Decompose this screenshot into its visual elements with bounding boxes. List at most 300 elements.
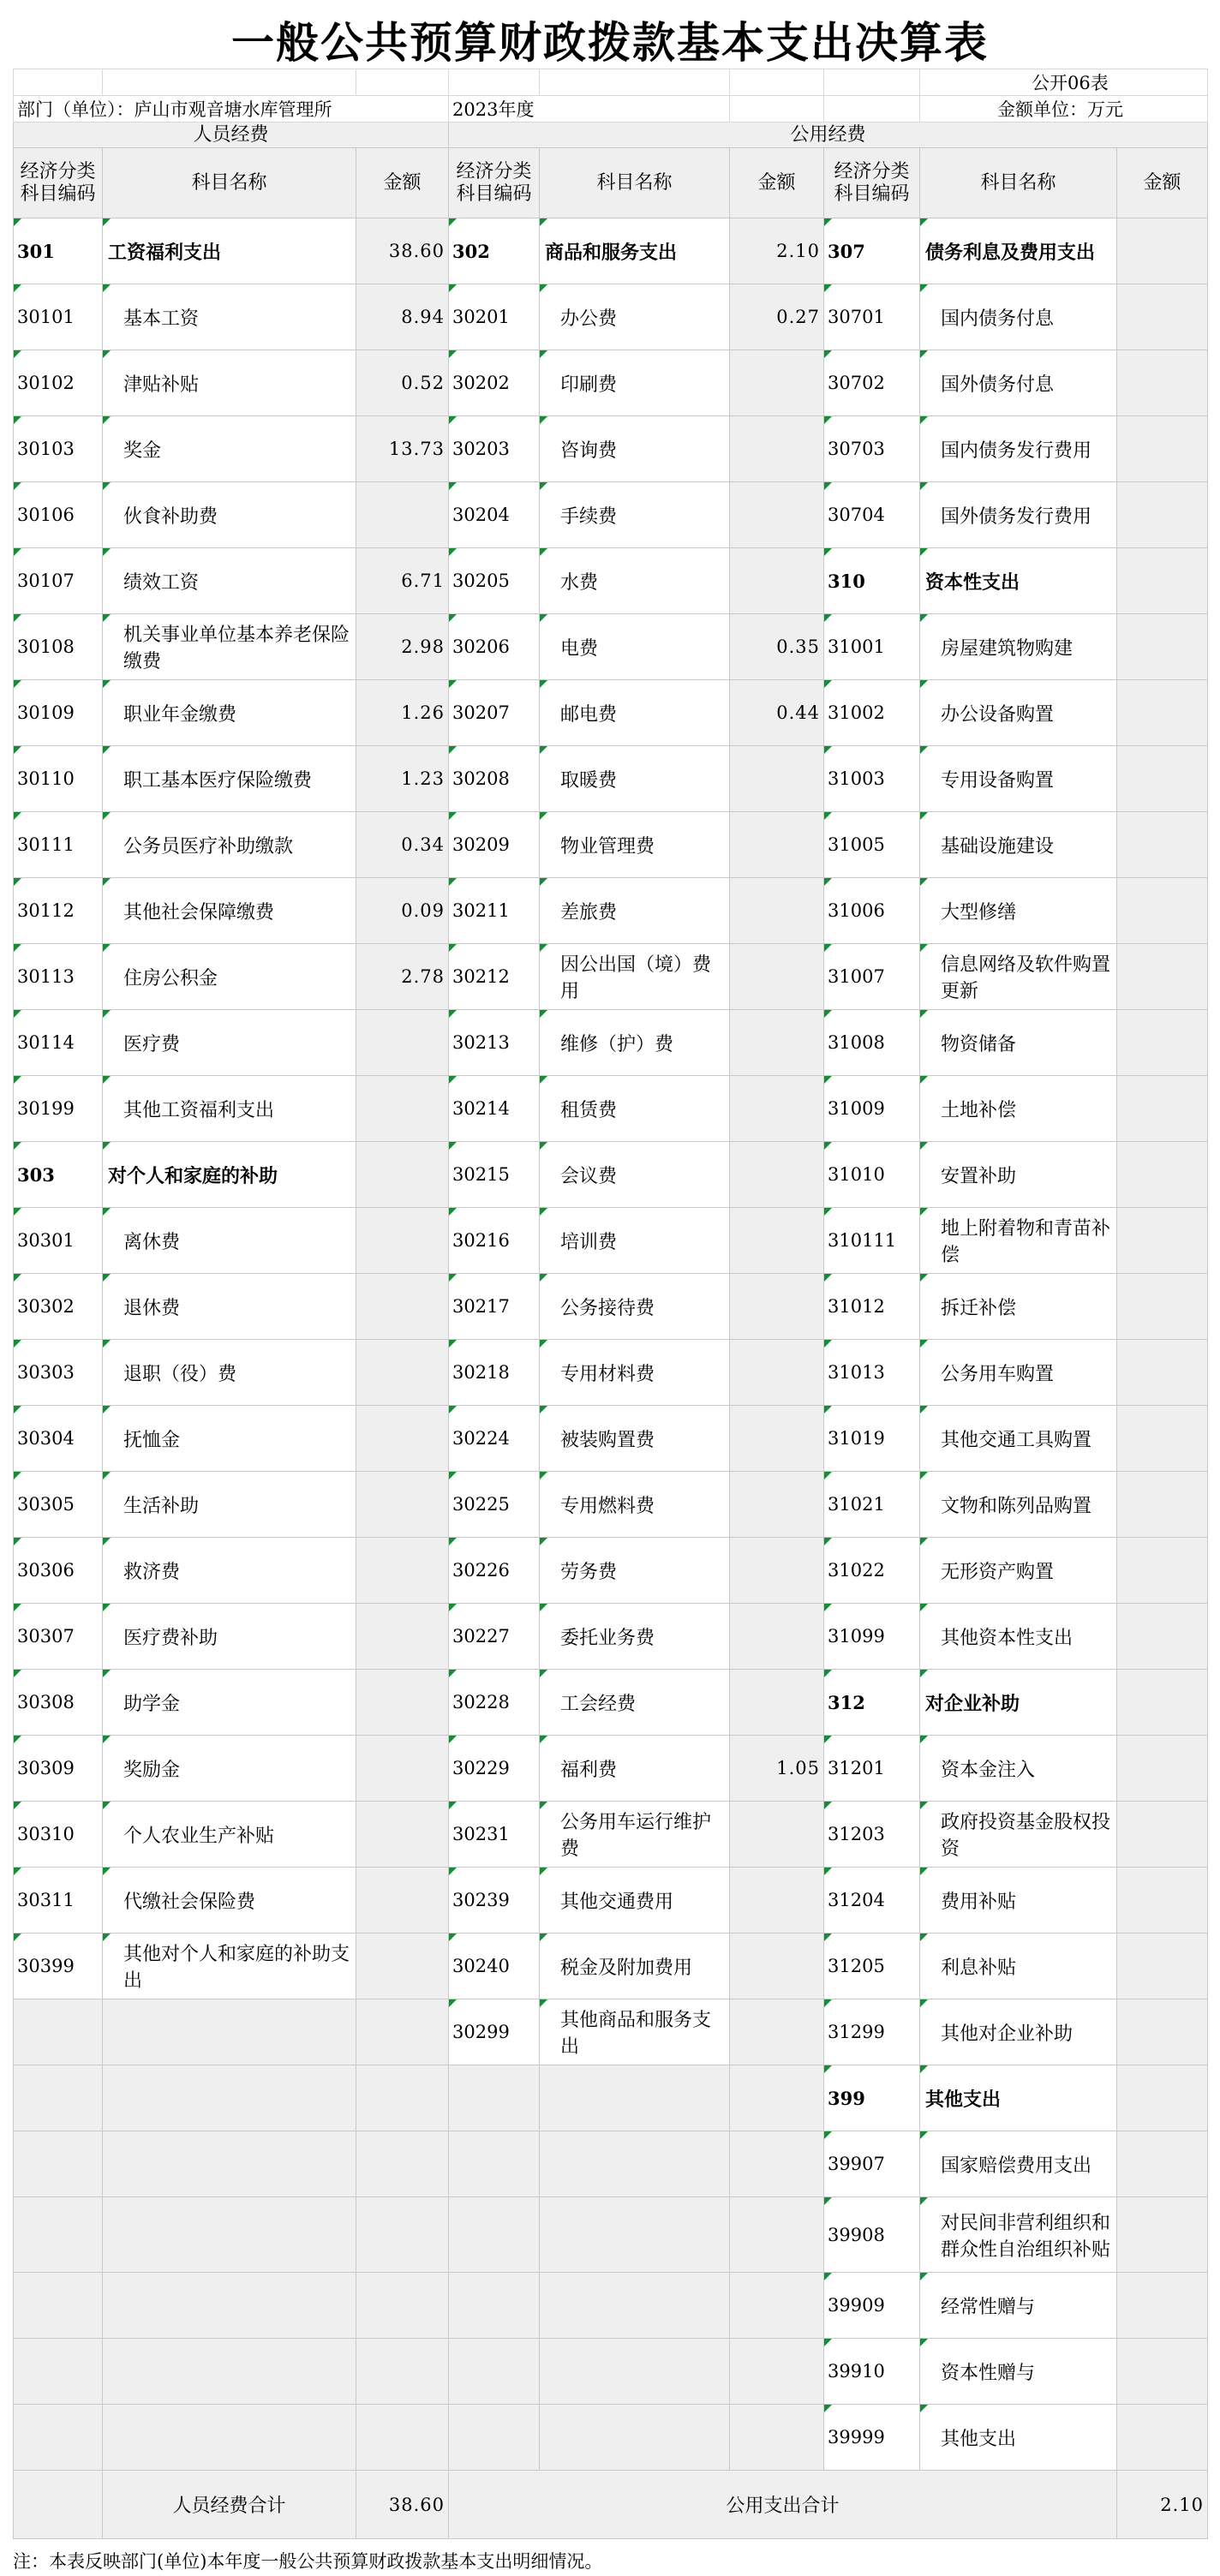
code-cell: 30211	[449, 878, 540, 944]
name-cell: 无形资产购置	[920, 1538, 1117, 1604]
amount-cell: 0.34	[356, 812, 449, 878]
amount-cell	[356, 2405, 449, 2471]
unit-label: 金额单位：万元	[920, 96, 1208, 123]
amount-cell: 0.35	[730, 614, 824, 680]
name-cell: 国内债务付息	[920, 284, 1117, 350]
amount-cell	[730, 944, 824, 1010]
name-cell: 职工基本医疗保险缴费	[103, 746, 356, 812]
name-cell	[540, 2197, 730, 2273]
name-cell: 住房公积金	[103, 944, 356, 1010]
col-code-header: 经济分类科目编码	[449, 148, 540, 218]
name-cell: 会议费	[540, 1142, 730, 1208]
amount-cell	[1117, 2131, 1208, 2197]
table-row	[14, 1604, 1208, 1670]
name-cell: 其他对企业补助	[920, 1999, 1117, 2065]
amount-cell	[1117, 2405, 1208, 2471]
code-cell	[449, 2065, 540, 2131]
name-cell	[103, 1999, 356, 2065]
name-cell: 工会经费	[540, 1670, 730, 1736]
amount-cell	[730, 1010, 824, 1076]
code-cell: 30111	[14, 812, 103, 878]
name-cell: 助学金	[103, 1670, 356, 1736]
amount-cell	[356, 2197, 449, 2273]
code-cell: 31022	[824, 1538, 920, 1604]
amount-cell	[1117, 482, 1208, 548]
amount-cell	[1117, 1868, 1208, 1933]
code-cell: 30215	[449, 1142, 540, 1208]
amount-cell: 8.94	[356, 284, 449, 350]
name-cell: 电费	[540, 614, 730, 680]
table-row	[14, 2339, 1208, 2405]
code-cell: 39907	[824, 2131, 920, 2197]
amount-cell	[1117, 812, 1208, 878]
code-cell: 31007	[824, 944, 920, 1010]
name-cell: 被装购置费	[540, 1406, 730, 1472]
name-cell: 安置补助	[920, 1142, 1117, 1208]
code-cell: 31008	[824, 1010, 920, 1076]
name-cell: 利息补贴	[920, 1933, 1117, 1999]
code-cell: 30299	[449, 1999, 540, 2065]
amount-cell	[356, 1868, 449, 1933]
amount-cell: 38.60	[356, 218, 449, 284]
amount-cell	[730, 1340, 824, 1406]
name-cell: 退职（役）费	[103, 1340, 356, 1406]
name-cell: 其他交通工具购置	[920, 1406, 1117, 1472]
table-row	[14, 1274, 1208, 1340]
table-row	[14, 1538, 1208, 1604]
public-header: 公用经费	[449, 123, 1208, 148]
code-cell: 31013	[824, 1340, 920, 1406]
name-cell: 奖金	[103, 416, 356, 482]
name-cell: 职业年金缴费	[103, 680, 356, 746]
code-cell	[449, 2131, 540, 2197]
amount-cell	[730, 878, 824, 944]
code-cell: 307	[824, 218, 920, 284]
amount-cell	[356, 1604, 449, 1670]
table-row	[14, 1340, 1208, 1406]
code-cell: 30399	[14, 1933, 103, 1999]
name-cell: 基础设施建设	[920, 812, 1117, 878]
name-cell: 物资储备	[920, 1010, 1117, 1076]
name-cell	[540, 2131, 730, 2197]
name-cell: 机关事业单位基本养老保险缴费	[103, 614, 356, 680]
amount-cell	[730, 2273, 824, 2339]
amount-cell	[1117, 680, 1208, 746]
name-cell: 其他商品和服务支出	[540, 1999, 730, 2065]
col-amount-header: 金额	[356, 148, 449, 218]
code-cell: 310	[824, 548, 920, 614]
name-cell: 代缴社会保险费	[103, 1868, 356, 1933]
code-cell: 31002	[824, 680, 920, 746]
code-cell: 303	[14, 1142, 103, 1208]
code-cell	[14, 2131, 103, 2197]
name-cell: 办公设备购置	[920, 680, 1117, 746]
code-cell: 30310	[14, 1802, 103, 1868]
name-cell: 文物和陈列品购置	[920, 1472, 1117, 1538]
name-cell: 专用燃料费	[540, 1472, 730, 1538]
name-cell: 抚恤金	[103, 1406, 356, 1472]
amount-cell	[1117, 1076, 1208, 1142]
name-cell: 信息网络及软件购置更新	[920, 944, 1117, 1010]
name-cell: 医疗费	[103, 1010, 356, 1076]
name-cell: 资本金注入	[920, 1736, 1117, 1802]
table-row	[14, 350, 1208, 416]
code-cell: 30114	[14, 1010, 103, 1076]
table-row	[14, 1670, 1208, 1736]
code-cell: 30231	[449, 1802, 540, 1868]
code-cell: 30109	[14, 680, 103, 746]
table-row	[14, 2065, 1208, 2131]
code-cell: 31003	[824, 746, 920, 812]
col-amount-header: 金额	[1117, 148, 1208, 218]
name-cell: 委托业务费	[540, 1604, 730, 1670]
amount-cell: 0.44	[730, 680, 824, 746]
amount-cell	[356, 1142, 449, 1208]
amount-cell: 2.10	[730, 218, 824, 284]
name-cell	[540, 2339, 730, 2405]
code-cell: 399	[824, 2065, 920, 2131]
name-cell: 医疗费补助	[103, 1604, 356, 1670]
name-cell: 公务接待费	[540, 1274, 730, 1340]
name-cell: 国家赔偿费用支出	[920, 2131, 1117, 2197]
code-cell: 30226	[449, 1538, 540, 1604]
amount-cell: 13.73	[356, 416, 449, 482]
name-cell: 邮电费	[540, 680, 730, 746]
name-cell: 因公出国（境）费用	[540, 944, 730, 1010]
amount-cell	[1117, 1933, 1208, 1999]
table-row	[14, 2405, 1208, 2471]
code-cell: 30207	[449, 680, 540, 746]
name-cell: 地上附着物和青苗补偿	[920, 1208, 1117, 1274]
amount-cell	[1117, 1274, 1208, 1340]
amount-cell	[1117, 416, 1208, 482]
code-cell	[449, 2273, 540, 2339]
code-cell: 30203	[449, 416, 540, 482]
name-cell: 物业管理费	[540, 812, 730, 878]
table-row	[14, 1076, 1208, 1142]
code-cell: 31010	[824, 1142, 920, 1208]
name-cell: 政府投资基金股权投资	[920, 1802, 1117, 1868]
code-cell: 39908	[824, 2197, 920, 2273]
code-cell: 30214	[449, 1076, 540, 1142]
table-row	[14, 482, 1208, 548]
name-cell: 咨询费	[540, 416, 730, 482]
code-cell: 30702	[824, 350, 920, 416]
name-cell: 差旅费	[540, 878, 730, 944]
code-cell: 30113	[14, 944, 103, 1010]
personnel-header: 人员经费	[14, 123, 449, 148]
name-cell: 国内债务发行费用	[920, 416, 1117, 482]
amount-cell	[356, 1670, 449, 1736]
amount-cell	[356, 1999, 449, 2065]
name-cell: 对企业补助	[920, 1670, 1117, 1736]
code-cell	[14, 2065, 103, 2131]
table-row	[14, 218, 1208, 284]
table-row	[14, 1472, 1208, 1538]
name-cell: 债务利息及费用支出	[920, 218, 1117, 284]
amount-cell	[1117, 218, 1208, 284]
amount-cell	[1117, 1670, 1208, 1736]
col-name-header: 科目名称	[540, 148, 730, 218]
amount-cell: 1.26	[356, 680, 449, 746]
amount-cell	[356, 1076, 449, 1142]
amount-cell	[1117, 878, 1208, 944]
code-cell: 310111	[824, 1208, 920, 1274]
name-cell: 国外债务付息	[920, 350, 1117, 416]
name-cell	[103, 2197, 356, 2273]
amount-cell	[1117, 1999, 1208, 2065]
name-cell: 费用补贴	[920, 1868, 1117, 1933]
name-cell: 公务员医疗补助缴款	[103, 812, 356, 878]
year-label: 2023年度	[449, 96, 730, 123]
code-cell: 30305	[14, 1472, 103, 1538]
code-cell: 31099	[824, 1604, 920, 1670]
amount-cell	[1117, 350, 1208, 416]
code-cell: 30204	[449, 482, 540, 548]
table-row	[14, 680, 1208, 746]
amount-cell	[356, 1736, 449, 1802]
code-cell: 301	[14, 218, 103, 284]
code-cell: 30228	[449, 1670, 540, 1736]
code-cell: 30704	[824, 482, 920, 548]
amount-cell: 2.98	[356, 614, 449, 680]
code-cell	[14, 2405, 103, 2471]
amount-cell: 2.78	[356, 944, 449, 1010]
table-row	[14, 548, 1208, 614]
amount-cell	[356, 1406, 449, 1472]
amount-cell	[356, 1933, 449, 1999]
amount-cell	[1117, 614, 1208, 680]
code-cell: 31019	[824, 1406, 920, 1472]
table-row	[14, 746, 1208, 812]
amount-cell	[1117, 1472, 1208, 1538]
code-cell: 30304	[14, 1406, 103, 1472]
code-cell: 30224	[449, 1406, 540, 1472]
name-cell: 基本工资	[103, 284, 356, 350]
amount-cell	[730, 350, 824, 416]
amount-cell	[356, 2273, 449, 2339]
amount-cell	[356, 482, 449, 548]
name-cell: 其他支出	[920, 2405, 1117, 2471]
code-cell	[449, 2197, 540, 2273]
table-row	[14, 416, 1208, 482]
amount-cell	[730, 1274, 824, 1340]
amount-cell	[1117, 1406, 1208, 1472]
col-code-header: 经济分类科目编码	[824, 148, 920, 218]
name-cell: 资本性赠与	[920, 2339, 1117, 2405]
amount-cell: 1.05	[730, 1736, 824, 1802]
name-cell: 水费	[540, 548, 730, 614]
amount-cell	[730, 2339, 824, 2405]
amount-cell	[1117, 2065, 1208, 2131]
code-cell: 30701	[824, 284, 920, 350]
code-cell: 30101	[14, 284, 103, 350]
amount-cell	[1117, 944, 1208, 1010]
amount-cell	[356, 1274, 449, 1340]
code-cell: 30703	[824, 416, 920, 482]
code-cell: 31012	[824, 1274, 920, 1340]
name-cell: 租赁费	[540, 1076, 730, 1142]
amount-cell	[356, 1802, 449, 1868]
name-cell: 个人农业生产补贴	[103, 1802, 356, 1868]
code-cell: 30302	[14, 1274, 103, 1340]
footnote: 注：本表反映部门(单位)本年度一般公共预算财政拨款基本支出明细情况。	[13, 2551, 603, 2572]
code-cell	[14, 2339, 103, 2405]
name-cell: 劳务费	[540, 1538, 730, 1604]
code-cell: 39910	[824, 2339, 920, 2405]
name-cell: 资本性支出	[920, 548, 1117, 614]
code-cell: 30206	[449, 614, 540, 680]
amount-cell	[730, 548, 824, 614]
table-row	[14, 1802, 1208, 1868]
amount-cell	[730, 416, 824, 482]
name-cell: 其他社会保障缴费	[103, 878, 356, 944]
code-cell: 30303	[14, 1340, 103, 1406]
code-cell: 31001	[824, 614, 920, 680]
name-cell	[540, 2405, 730, 2471]
expenditure-table	[13, 69, 1208, 2539]
name-cell: 专用材料费	[540, 1340, 730, 1406]
name-cell: 救济费	[103, 1538, 356, 1604]
amount-cell	[730, 1538, 824, 1604]
amount-cell	[730, 2131, 824, 2197]
amount-cell	[1117, 1802, 1208, 1868]
amount-cell	[730, 1933, 824, 1999]
name-cell	[103, 2405, 356, 2471]
amount-cell	[1117, 1340, 1208, 1406]
code-cell: 30208	[449, 746, 540, 812]
amount-cell	[1117, 2339, 1208, 2405]
code-cell: 30199	[14, 1076, 103, 1142]
table-row	[14, 1999, 1208, 2065]
code-cell: 30239	[449, 1868, 540, 1933]
col-code-header: 经济分类科目编码	[14, 148, 103, 218]
amount-cell	[1117, 1538, 1208, 1604]
table-row	[14, 1868, 1208, 1933]
code-cell: 30216	[449, 1208, 540, 1274]
code-cell: 30218	[449, 1340, 540, 1406]
name-cell: 大型修缮	[920, 878, 1117, 944]
amount-cell	[730, 2065, 824, 2131]
name-cell	[540, 2273, 730, 2339]
name-cell: 国外债务发行费用	[920, 482, 1117, 548]
amount-cell	[1117, 548, 1208, 614]
amount-cell	[730, 1406, 824, 1472]
amount-cell	[730, 1208, 824, 1274]
personnel-total-label: 人员经费合计	[103, 2471, 356, 2539]
amount-cell	[356, 2131, 449, 2197]
amount-cell	[730, 1142, 824, 1208]
name-cell: 经常性赠与	[920, 2273, 1117, 2339]
amount-cell	[1117, 284, 1208, 350]
amount-cell: 6.71	[356, 548, 449, 614]
table-row	[14, 944, 1208, 1010]
amount-cell	[730, 1604, 824, 1670]
name-cell	[103, 2273, 356, 2339]
code-cell: 31201	[824, 1736, 920, 1802]
col-name-header: 科目名称	[103, 148, 356, 218]
code-cell: 31205	[824, 1933, 920, 1999]
name-cell: 福利费	[540, 1736, 730, 1802]
amount-cell	[730, 2405, 824, 2471]
code-cell: 302	[449, 218, 540, 284]
amount-cell	[1117, 1736, 1208, 1802]
code-cell: 30227	[449, 1604, 540, 1670]
code-cell: 30202	[449, 350, 540, 416]
code-cell: 30107	[14, 548, 103, 614]
code-cell: 30308	[14, 1670, 103, 1736]
table-row	[14, 878, 1208, 944]
table-row	[14, 2131, 1208, 2197]
table-row	[14, 1208, 1208, 1274]
name-cell: 培训费	[540, 1208, 730, 1274]
name-cell: 其他资本性支出	[920, 1604, 1117, 1670]
name-cell: 离休费	[103, 1208, 356, 1274]
name-cell: 津贴补贴	[103, 350, 356, 416]
amount-cell	[730, 1670, 824, 1736]
amount-cell	[730, 1802, 824, 1868]
page-title: 一般公共预算财政拨款基本支出决算表	[231, 18, 989, 68]
code-cell: 31005	[824, 812, 920, 878]
name-cell: 对个人和家庭的补助	[103, 1142, 356, 1208]
name-cell: 奖励金	[103, 1736, 356, 1802]
table-row	[14, 284, 1208, 350]
code-cell: 30213	[449, 1010, 540, 1076]
code-cell: 30212	[449, 944, 540, 1010]
amount-cell: 0.52	[356, 350, 449, 416]
code-cell: 31009	[824, 1076, 920, 1142]
code-cell: 31204	[824, 1868, 920, 1933]
name-cell: 维修（护）费	[540, 1010, 730, 1076]
amount-cell	[1117, 1142, 1208, 1208]
name-cell: 其他交通费用	[540, 1868, 730, 1933]
name-cell: 专用设备购置	[920, 746, 1117, 812]
name-cell	[103, 2065, 356, 2131]
amount-cell	[730, 746, 824, 812]
table-row	[14, 1406, 1208, 1472]
name-cell: 拆迁补偿	[920, 1274, 1117, 1340]
amount-cell	[730, 1868, 824, 1933]
name-cell: 商品和服务支出	[540, 218, 730, 284]
amount-cell	[730, 2197, 824, 2273]
name-cell	[540, 2065, 730, 2131]
amount-cell	[356, 1208, 449, 1274]
amount-cell	[1117, 2197, 1208, 2273]
amount-cell	[356, 1472, 449, 1538]
code-cell: 30301	[14, 1208, 103, 1274]
name-cell: 印刷费	[540, 350, 730, 416]
name-cell: 手续费	[540, 482, 730, 548]
amount-cell	[1117, 1208, 1208, 1274]
name-cell: 公务用车运行维护费	[540, 1802, 730, 1868]
totals-row	[14, 2471, 1208, 2539]
code-cell	[449, 2405, 540, 2471]
code-cell: 30110	[14, 746, 103, 812]
table-row	[14, 812, 1208, 878]
amount-cell: 0.27	[730, 284, 824, 350]
amount-cell	[730, 1076, 824, 1142]
code-cell: 30201	[449, 284, 540, 350]
code-cell	[14, 1999, 103, 2065]
name-cell: 生活补助	[103, 1472, 356, 1538]
name-cell: 其他支出	[920, 2065, 1117, 2131]
table-row	[14, 1142, 1208, 1208]
code-cell: 30103	[14, 416, 103, 482]
col-amount-header: 金额	[730, 148, 824, 218]
code-cell: 30225	[449, 1472, 540, 1538]
code-cell	[14, 2197, 103, 2273]
code-cell: 39909	[824, 2273, 920, 2339]
